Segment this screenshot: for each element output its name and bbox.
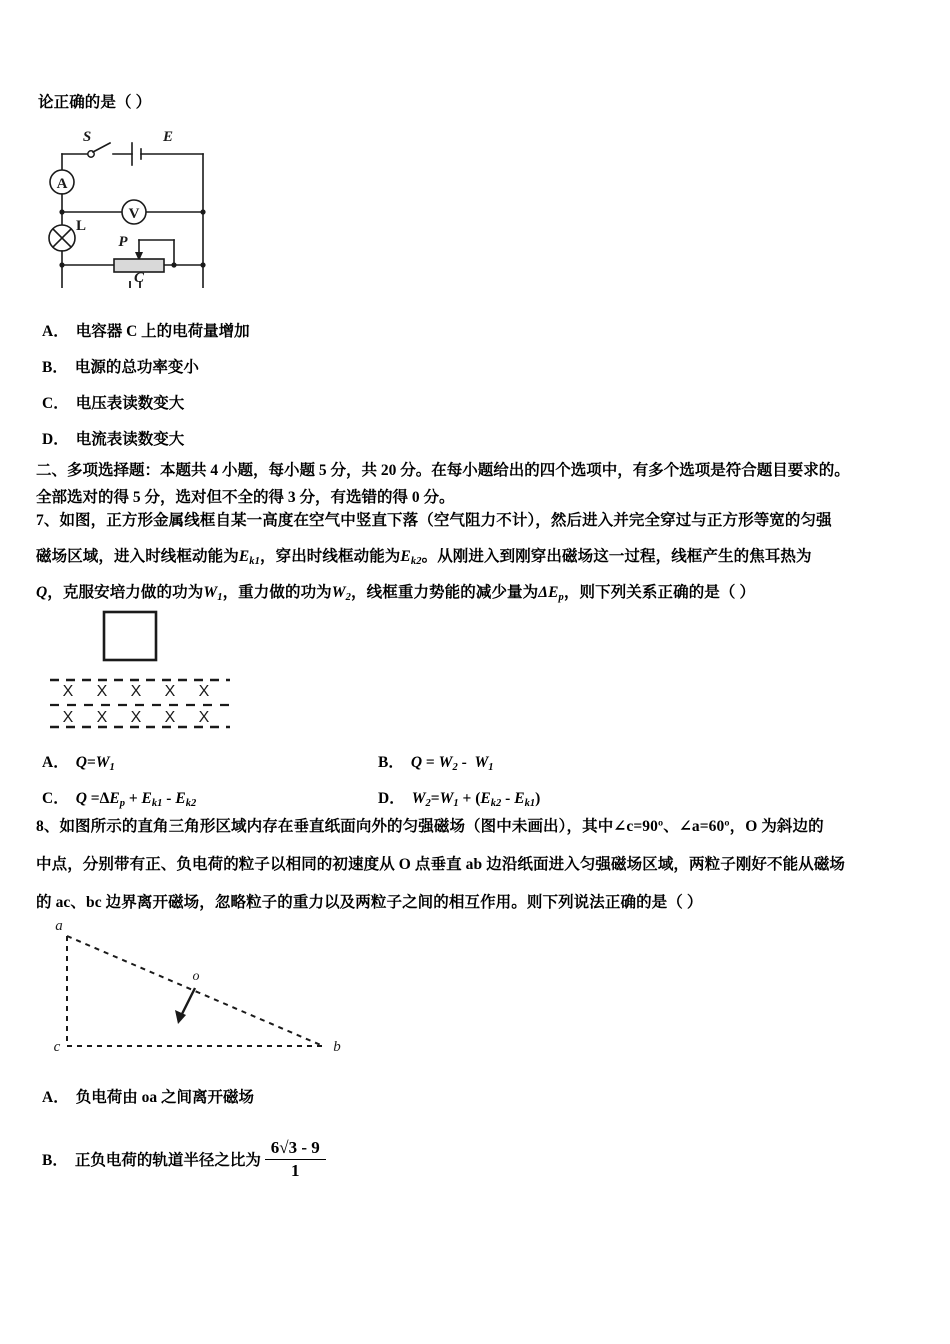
svg-text:X: X [96, 709, 108, 726]
q6-option-d[interactable] [42, 427, 184, 449]
svg-text:X: X [164, 709, 176, 726]
q7-option-c-text: $Q =\Delta E_p + E_{k1} - E_{k2}$ [75, 790, 197, 809]
q6-option-d-text: 电流表读数变大 [75, 431, 185, 448]
square-loop-magnetic-field-figure [42, 606, 252, 736]
question8-line2: 中点，分别带有正、负电荷的粒子以相同的初速度从 O 点垂直 ab 边沿纸面进入匀强磁场区域，两粒子刚好不能从磁场 [36, 856, 846, 873]
radius-ratio-fraction [265, 1138, 326, 1181]
svg-text:X: X [198, 709, 210, 726]
q8-option-a[interactable] [42, 1085, 254, 1107]
q7-option-d-label: D． [378, 790, 405, 807]
q7-option-b[interactable] [378, 750, 494, 773]
svg-text:A: A [56, 176, 68, 192]
q7-line2-part-c: 。从刚进入到刚穿出磁场这一过程，线框产生的焦耳热为 [421, 548, 812, 565]
velocity-arrow-head [175, 1010, 186, 1024]
svg-text:X: X [130, 709, 142, 726]
svg-text:X: X [164, 683, 176, 700]
vertex-label-c: c [53, 1039, 61, 1055]
svg-text:E: E [162, 129, 174, 145]
q7-option-d-text: $W_2=W_1 + (E_{k2} - E_{k1})$ [411, 790, 541, 809]
q8-option-b-label: B． [42, 1152, 68, 1170]
q7-option-b-label: B． [378, 754, 404, 771]
q6-option-b-text: 电源的总功率变小 [74, 359, 199, 376]
svg-text:C: C [133, 270, 145, 286]
question8-line1: 8、如图所示的直角三角形区域内存在垂直纸面向外的匀强磁场（图中未画出），其中∠c=90º、∠a=60º，O 为斜边的 [36, 818, 824, 835]
section2-instructions-line1: 二、多项选择题：本题共 4 小题，每小题 5 分，共 20 分。在每小题给出的四个选项中，有多个选项是符合题目要求的。 [36, 462, 850, 479]
q7-ek1-subscript: k1 [249, 555, 260, 567]
square-loop [104, 612, 156, 660]
fraction-denominator: 1 [290, 1161, 300, 1180]
q7-ek1-symbol: E [238, 548, 250, 565]
q7-delta-ep-subscript: p [558, 591, 564, 603]
q7-option-c[interactable] [42, 786, 196, 809]
vertex-label-b: b [333, 1039, 341, 1055]
q7-line3-part-c: ，重力做的功为 [222, 584, 332, 601]
svg-text:L: L [75, 218, 87, 234]
fraction-numerator: 6√3 - 9 [265, 1138, 326, 1160]
q7-option-b-text: $Q = W_2 - W_1$ [410, 754, 494, 773]
q7-delta-ep-symbol: ΔE [538, 584, 559, 601]
svg-text:X: X [62, 683, 74, 700]
svg-text:V: V [128, 206, 140, 222]
q7-line3-part-d: ，线框重力势能的减少量为 [351, 584, 539, 601]
question6-stem-tail: 论正确的是（ ） [38, 94, 152, 111]
q7-ek2-subscript: k2 [410, 555, 422, 567]
q7-option-c-label: C． [42, 790, 69, 807]
q6-option-b[interactable] [42, 355, 199, 377]
q6-option-a[interactable] [42, 319, 250, 341]
q8-option-a-text: 负电荷由 oa 之间离开磁场 [75, 1089, 254, 1106]
svg-text:P: P [118, 234, 128, 250]
q6-option-b-label: B． [42, 359, 68, 376]
section2-instructions-line2: 全部选对的得 5 分，选对但不全的得 3 分，有选错的得 0 分。 [36, 489, 455, 506]
q6-option-a-label: A． [42, 323, 69, 340]
q6-option-c-text: 电压表读数变大 [75, 395, 185, 412]
triangle-side-ab [67, 936, 323, 1046]
question7-line1: 7、如图，正方形金属线框自某一高度在空气中竖直下落（空气阻力不计），然后进入并完全穿过与正方形等宽的匀强 [36, 512, 832, 529]
question8-line3: 的 ac、bc 边界离开磁场，忽略粒子的重力以及两粒子之间的相互作用。则下列说法正确的是（ ） [36, 894, 703, 911]
svg-text:X: X [96, 683, 108, 700]
q7-option-d[interactable] [378, 786, 540, 809]
q7-line2-part-b: ，穿出时线框动能为 [260, 548, 401, 565]
q7-line3-part-e: ，则下列关系正确的是（ ） [563, 584, 756, 601]
svg-text:X: X [62, 709, 74, 726]
q8-option-b[interactable] [42, 1140, 326, 1183]
q6-option-c[interactable] [42, 391, 184, 413]
q7-option-a[interactable] [42, 750, 115, 773]
question7-line3 [36, 585, 755, 603]
question7-line2 [36, 549, 812, 567]
right-triangle-figure [45, 918, 375, 1073]
q7-w1-symbol: W [203, 584, 218, 601]
vertex-label-o: o [192, 969, 200, 984]
q7-w2-subscript: 2 [345, 591, 352, 603]
q7-line2-part-a: 磁场区域，进入时线框动能为 [36, 548, 239, 565]
q7-q-symbol: Q [36, 584, 48, 601]
q6-option-d-label: D． [42, 431, 69, 448]
q6-option-c-label: C． [42, 395, 69, 412]
circuit-diagram [40, 128, 255, 288]
q7-line3-part-b: ，克服安培力做的功为 [47, 584, 204, 601]
q8-option-b-text: 正负电荷的轨道半径之比为 [74, 1152, 261, 1170]
svg-text:X: X [198, 683, 210, 700]
svg-text:X: X [130, 683, 142, 700]
q7-ek2-symbol: E [400, 548, 411, 565]
q7-w1-subscript: 1 [217, 591, 223, 603]
q6-option-a-text: 电容器 C 上的电荷量增加 [75, 323, 250, 340]
q7-w2-symbol: W [331, 584, 346, 601]
vertex-label-a: a [55, 918, 63, 934]
q8-option-a-label: A． [42, 1089, 69, 1106]
q7-option-a-label: A． [42, 754, 69, 771]
svg-text:S: S [82, 129, 92, 145]
q7-option-a-text: $Q=W_1$ [75, 754, 115, 773]
